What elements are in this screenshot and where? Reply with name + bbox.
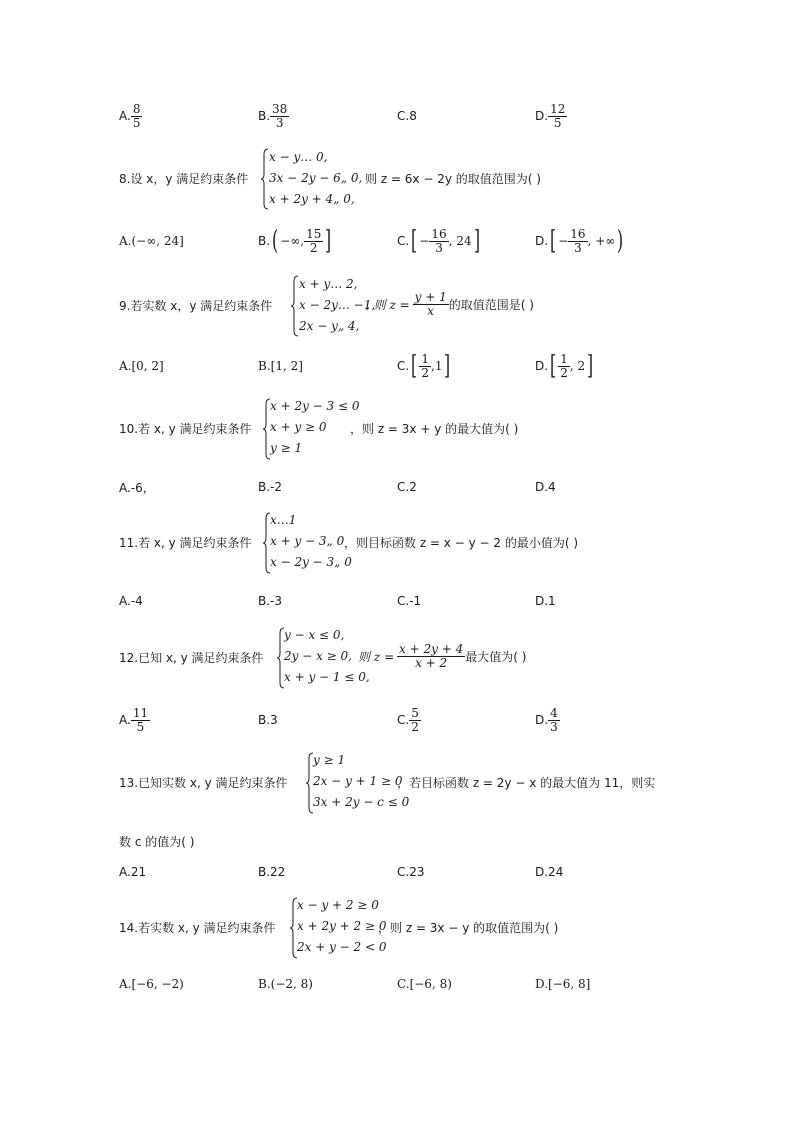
right-paren: ) [617,226,624,256]
q7-option-a [119,101,142,131]
right-bracket: ] [473,226,480,256]
q11-suffix: ，则目标函数 z = x − y − 2 的最小值为( ) [344,536,578,550]
q13-constraint-3: 3x + 2y − c ≤ 0 [313,795,410,809]
option-text: C.[−6, 8) [397,977,452,991]
q11-constraint-1: x…1 [270,513,297,527]
q13-option-a [119,857,146,887]
q10-option-b [258,472,282,502]
right-bracket: ] [325,226,332,256]
fraction-denominator: 5 [132,115,141,130]
option-text: D.24 [535,865,564,879]
option-label: D. [535,713,549,727]
fraction [548,103,567,129]
fraction-denominator: 2 [309,240,318,255]
fraction-numerator: y + 1 [414,289,447,304]
q8-prefix: 8.设 x，y 满足约束条件 [119,172,249,186]
q10-prefix: 10.若 x, y 满足约束条件 [119,422,252,436]
option-label: D. [535,109,549,123]
q12-option-d [535,705,560,735]
q11-option-c [397,586,421,616]
option-label: B. [258,109,271,123]
q14-suffix: ，则 z = 3x − y 的取值范围为( ) [378,921,559,935]
left-bracket: [ [411,226,418,256]
option-text: D.1 [535,594,556,608]
q7-option-c [397,101,417,131]
fraction [429,228,448,254]
option-label: D. [535,359,549,373]
fraction-numerator: 16 [570,226,586,241]
option-text: , +∞ [587,234,616,248]
q9-option-a [119,351,164,381]
right-bracket: ] [444,351,451,381]
option-text: C.23 [397,865,425,879]
option-label: C.8 [397,109,417,123]
q9-prefix: 9.若实数 x，y 满足约束条件 [119,299,273,313]
q8-option-b [258,226,334,256]
q13-option-c [397,857,424,887]
fraction-numerator: 15 [306,226,322,241]
q9-expression [366,289,534,319]
option-text: ,1 [431,359,443,373]
q12-suffix: 最大值为( ) [465,649,527,664]
q8-constraint-2: 3x − 2y − 6„ 0, [269,171,363,185]
q9-option-c [397,351,453,381]
q8-constraint-1: x − y… 0, [269,150,328,164]
expression-text: 则 z = [358,649,395,664]
option-label: D. [535,234,549,248]
q12-option-a [119,705,150,735]
fraction [397,643,465,669]
fraction [304,228,323,254]
q11-option-d [535,586,556,616]
q9-constraint-3: 2x − y„ 4, [299,319,360,333]
option-text: B.-2 [258,480,283,494]
fraction-numerator: x + 2y + 4 [399,641,464,656]
option-text: A.-6， [119,480,155,495]
option-text: D.4 [535,480,556,494]
fraction [568,228,587,254]
option-label: B. [258,234,271,248]
q8-option-d [535,226,625,256]
option-text: , 24 [448,234,472,248]
q11-option-b [258,586,282,616]
q13-prefix: 13.已知实数 x, y 满足约束条件 [119,776,288,790]
q8-suffix: 则 z = 6x − 2y 的取值范围为( ) [365,172,541,186]
q9-option-d [535,351,595,381]
option-text: B.3 [258,713,278,727]
option-text: B.22 [258,865,286,879]
q13-option-b [258,857,285,887]
q11-constraint-2: x + y − 3„ 0 [270,534,345,548]
q10-option-c [397,472,417,502]
q13-constraint-2: 2x − y + 1 ≥ 0 [313,774,403,788]
q12-option-b [258,705,278,735]
q9-constraint-2: x − 2y… −1, [299,298,376,312]
q14-prefix: 14.若实数 x, y 满足约束条件 [119,921,276,935]
q12-constraint-2: 2y − x ≥ 0, [284,649,352,663]
expression-text: , 则 z = [366,297,410,312]
q14-option-d [535,969,590,999]
fraction-numerator: 16 [431,226,447,241]
q13-option-d [535,857,563,887]
option-text: A.[0, 2] [119,359,164,373]
fraction-denominator: 3 [435,240,443,255]
q12-option-c [397,705,421,735]
fraction-denominator: 5 [136,719,145,734]
fraction [558,353,570,379]
fraction [131,103,143,129]
q13-line2: 数 c 的值为( ) [119,835,195,849]
q9-suffix: 的取值范围是( ) [448,297,534,312]
fraction-denominator: 3 [275,115,284,130]
q9-option-b [258,351,303,381]
q12-constraint-1: y − x ≤ 0, [284,628,345,642]
option-text: B.[1, 2] [258,359,303,373]
option-text: B.-3 [258,594,283,608]
q8-option-a [119,226,184,256]
option-text: A.(−∞, 24] [119,234,184,248]
q7-option-d [535,101,567,131]
q14-option-b [258,969,313,999]
fraction-denominator: 3 [550,719,558,734]
fraction [413,291,449,317]
option-text: A.21 [119,865,147,879]
q10-constraint-1: x + 2y − 3 ≤ 0 [270,399,360,413]
option-text: C.-1 [397,594,422,608]
option-label: A. [119,109,131,123]
fraction [548,707,560,733]
minus-sign: − [558,234,569,248]
q10-option-d [535,472,556,502]
minus-sign: − [419,234,430,248]
q12-prefix: 12.已知 x, y 满足约束条件 [119,651,264,665]
fraction-numerator: 12 [550,101,566,116]
option-text: A.-4 [119,594,143,608]
fraction-numerator: 8 [132,101,141,116]
option-label: C. [397,234,410,248]
option-text: , 2 [569,359,586,373]
left-paren: ( [272,226,279,256]
q14-constraint-1: x − y + 2 ≥ 0 [297,898,379,912]
fraction-denominator: 5 [553,115,562,130]
q13-constraint-1: y ≥ 1 [313,753,346,767]
q10-suffix: ，则 z = 3x + y 的最大值为( ) [350,422,519,436]
fraction-numerator: 4 [550,705,558,720]
fraction-denominator: 2 [411,719,419,734]
left-bracket: [ [550,226,557,256]
option-text: −∞, [280,234,305,248]
fraction-numerator: 38 [272,101,288,116]
q13-suffix: ，若目标函数 z = 2y − x 的最大值为 11，则实 [397,776,656,790]
q8-constraint-3: x + 2y + 4„ 0, [269,192,355,206]
fraction-denominator: 3 [574,240,582,255]
option-label: A. [119,713,131,727]
q14-option-a [119,969,184,999]
q8-option-c [397,226,482,256]
fraction-numerator: 1 [421,351,429,366]
q12-expression [358,641,526,671]
q11-option-a [119,586,143,616]
q14-constraint-3: 2x + y − 2 < 0 [297,940,387,954]
option-label: C. [397,359,410,373]
option-label: C. [397,713,410,727]
q10-option-a [119,472,155,502]
fraction-numerator: 5 [411,705,419,720]
q14-constraint-2: x + 2y + 2 ≥ 0 [297,919,387,933]
fraction-numerator: 11 [132,705,149,720]
fraction [131,707,150,733]
option-text: B.(−2, 8) [258,977,313,991]
q14-option-c [397,969,452,999]
option-text: D.[−6, 8] [535,977,591,991]
option-text: C.2 [397,480,417,494]
q10-constraint-2: x + y ≥ 0 [270,420,327,434]
left-bracket: [ [411,351,418,381]
fraction-denominator: 2 [421,365,429,380]
fraction-denominator: x [427,303,435,318]
left-bracket: [ [550,351,557,381]
right-bracket: ] [587,351,594,381]
q7-option-b [258,101,289,131]
q12-constraint-3: x + y − 1 ≤ 0, [284,670,370,684]
fraction [270,103,289,129]
q9-constraint-1: x + y… 2, [299,277,358,291]
fraction [409,707,421,733]
q11-constraint-3: x − 2y − 3„ 0 [270,555,352,569]
q10-constraint-3: y ≥ 1 [270,441,303,455]
fraction-numerator: 1 [560,351,568,366]
option-text: A.[−6, −2) [119,977,184,991]
fraction-denominator: 2 [560,365,568,380]
fraction [419,353,431,379]
fraction-denominator: x + 2 [415,655,448,670]
q11-prefix: 11.若 x, y 满足约束条件 [119,536,252,550]
